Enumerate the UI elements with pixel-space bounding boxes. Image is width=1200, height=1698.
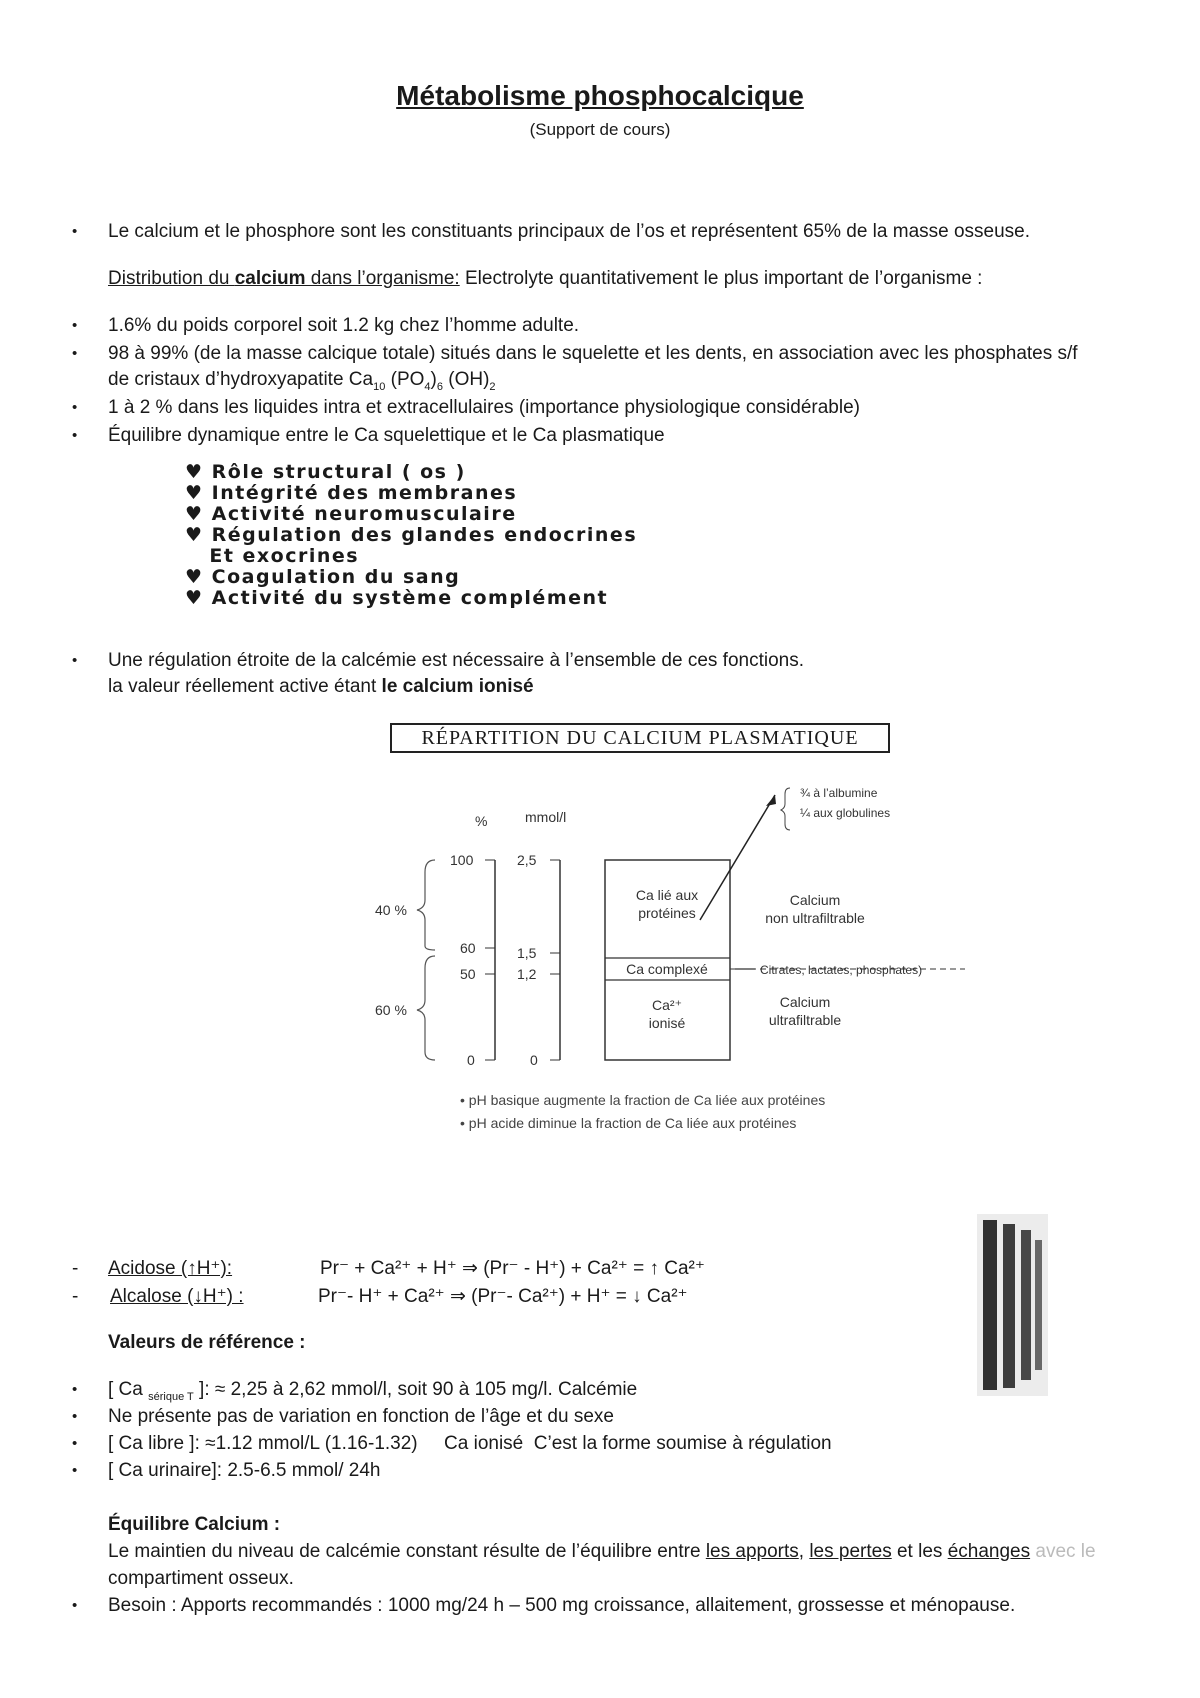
bullet-dot: •	[72, 1462, 78, 1479]
besoin-line: Besoin : Apports recommandés : 1000 mg/24 h – 500 mg croissance, allaitement, grossesse et ménopause.	[108, 1595, 1016, 1616]
mmol-header: mmol/l	[525, 809, 567, 825]
percent-tick-label: 100	[450, 852, 474, 868]
distribution-label-bold: calcium	[234, 268, 306, 289]
bullet-dot: •	[72, 399, 78, 416]
equilibre-text: avec le	[1030, 1541, 1096, 1562]
bullet-dot: •	[72, 652, 78, 669]
equilibre-text: Le maintien du niveau de calcémie constant résulte de l’équilibre entre	[108, 1541, 706, 1562]
intro-line: Le calcium et le phosphore sont les constituants principaux de l’os et représentent 65% de la masse osseuse.	[108, 221, 1031, 242]
equilibre-text: et les	[891, 1541, 948, 1562]
regulation-line	[108, 674, 534, 700]
percent-tick-label: 0	[467, 1052, 475, 1068]
mmol-tick-label: 1,5	[517, 945, 537, 961]
bullet-dot: •	[72, 1408, 78, 1425]
regulation-text: la valeur réellement active étant	[108, 676, 382, 697]
box-bottom-label: Ca²⁺	[652, 997, 682, 1013]
non-ultrafiltrable-label: non ultrafiltrable	[765, 910, 865, 926]
percent-tick-label: 60	[460, 940, 476, 956]
equilibre-pertes: les pertes	[809, 1541, 892, 1562]
alcalose-label: Alcalose (↓H⁺) :	[110, 1286, 244, 1307]
distribution-label-post: dans l’organisme:	[305, 268, 460, 289]
diagram-title: RÉPARTITION DU CALCIUM PLASMATIQUE	[390, 723, 890, 753]
equilibre-apports: les apports	[705, 1541, 799, 1562]
albumin-label: ¾ à l’albumine	[800, 786, 878, 800]
role-item: ♥ Coagulation du sang	[185, 566, 461, 588]
distribution-label-pre: Distribution du	[108, 268, 235, 289]
equilibre-echanges: échanges	[947, 1541, 1031, 1562]
bullet-dot: •	[72, 1435, 78, 1452]
brace-bottom	[417, 956, 435, 1060]
calcium-distribution-diagram	[0, 760, 1200, 1140]
role-item: ♥ Activité du système complément	[185, 587, 609, 609]
role-item: Et exocrines	[185, 545, 360, 567]
role-item: ♥ Régulation des glandes endocrines	[185, 524, 638, 546]
box-top-label: protéines	[638, 905, 696, 921]
bullet-dot: •	[72, 317, 78, 334]
equilibre-title: Équilibre Calcium :	[108, 1514, 281, 1535]
role-item: ♥ Activité neuromusculaire	[185, 503, 517, 525]
bullet-dot: •	[72, 223, 78, 240]
equilibre-line: compartiment osseux.	[108, 1568, 294, 1589]
albumin-arrow	[700, 795, 775, 920]
diagram-note: • pH acide diminue la fraction de Ca liée aux protéines	[460, 1115, 797, 1131]
page-title: Métabolisme phosphocalcique	[396, 80, 804, 111]
box-bottom-label: ionisé	[648, 1015, 686, 1031]
non-ultrafiltrable-label: Calcium	[789, 892, 841, 908]
page-subtitle: (Support de cours)	[529, 120, 671, 139]
equilibre-text: ,	[798, 1541, 810, 1562]
bullet-dot: •	[72, 345, 78, 362]
regulation-bold: le calcium ionisé	[381, 676, 534, 697]
formula-sub: 2	[489, 380, 496, 393]
ultrafiltrable-label: ultrafiltrable	[768, 1012, 842, 1028]
formula-text: de cristaux d’hydroxyapatite Ca	[108, 369, 374, 390]
dash-marker: -	[72, 1258, 79, 1279]
complexe-note: Citrates, lactates, phosphates)	[760, 963, 923, 977]
brace-bottom-label: 60 %	[375, 1002, 407, 1018]
list-item: 1 à 2 % dans les liquides intra et extracellulaires (importance physiologique considérable)	[108, 397, 860, 418]
mmol-tick-label: 1,2	[517, 966, 537, 982]
distribution-heading	[108, 266, 982, 292]
dash-marker: -	[72, 1286, 79, 1307]
mmol-tick-label: 0	[530, 1052, 538, 1068]
ultrafiltrable-label: Calcium	[779, 994, 831, 1010]
formula-text: (OH)	[442, 369, 490, 390]
percent-header: %	[475, 813, 488, 829]
acidose-label: Acidose (↑H⁺):	[108, 1258, 233, 1279]
list-item: 98 à 99% (de la masse calcique totale) situés dans le squelette et les dents, en association avec les phosphates s/f	[108, 343, 1078, 364]
formula-sub: 6	[436, 380, 443, 393]
reference-text: ]: ≈ 2,25 à 2,62 mmol/l, soit 90 à 105 mg/l. Calcémie	[193, 1379, 638, 1400]
equilibre-line	[108, 1539, 1096, 1565]
distribution-text: Electrolyte quantitativement le plus important de l’organisme :	[464, 268, 983, 289]
alcalose-equation: Pr⁻- H⁺ + Ca²⁺ ⇒ (Pr⁻- Ca²⁺) + H⁺ = ↓ Ca²⁺	[318, 1286, 688, 1307]
stamp-image	[975, 1210, 1050, 1400]
reference-item: [ Ca urinaire]: 2.5-6.5 mmol/ 24h	[108, 1460, 381, 1481]
box-top-label: Ca lié aux	[635, 887, 699, 903]
acidose-equation: Pr⁻ + Ca²⁺ + H⁺ ⇒ (Pr⁻ - H⁺) + Ca²⁺ = ↑ Ca²⁺	[320, 1258, 705, 1279]
diagram-note: • pH basique augmente la fraction de Ca liée aux protéines	[460, 1092, 826, 1108]
list-item: 1.6% du poids corporel soit 1.2 kg chez l’homme adulte.	[108, 315, 580, 336]
bullet-dot: •	[72, 1597, 78, 1614]
bullet-dot: •	[72, 427, 78, 444]
role-item: ♥ Intégrité des membranes	[185, 482, 518, 504]
reference-title: Valeurs de référence :	[108, 1332, 306, 1353]
reference-sub: sérique T	[148, 1390, 194, 1403]
formula-text: (PO	[385, 369, 425, 390]
percent-tick-label: 50	[460, 966, 476, 982]
role-item: ♥ Rôle structural ( os )	[185, 461, 466, 483]
roles-list	[185, 462, 637, 609]
mmol-tick-label: 2,5	[517, 852, 537, 868]
regulation-line: Une régulation étroite de la calcémie est nécessaire à l’ensemble de ces fonctions.	[108, 650, 804, 671]
albumin-brace	[781, 788, 790, 830]
list-item: Équilibre dynamique entre le Ca squelettique et le Ca plasmatique	[108, 425, 665, 446]
arrowhead-icon	[766, 795, 776, 806]
reference-text: [ Ca	[108, 1379, 149, 1400]
brace-top-label: 40 %	[375, 902, 407, 918]
reference-item: [ Ca libre ]: ≈1.12 mmol/L (1.16-1.32) Ca ionisé C’est la forme soumise à régulation	[108, 1433, 832, 1454]
brace-top	[417, 860, 435, 950]
reference-item: Ne présente pas de variation en fonction de l’âge et du sexe	[108, 1406, 614, 1427]
box-mid-label: Ca complexé	[626, 961, 708, 977]
globulin-label: ¼ aux globulines	[800, 806, 891, 820]
formula-sub: 4	[424, 380, 431, 393]
formula-text: )	[430, 369, 437, 390]
formula-sub: 10	[373, 380, 386, 393]
bullet-dot: •	[72, 1381, 78, 1398]
